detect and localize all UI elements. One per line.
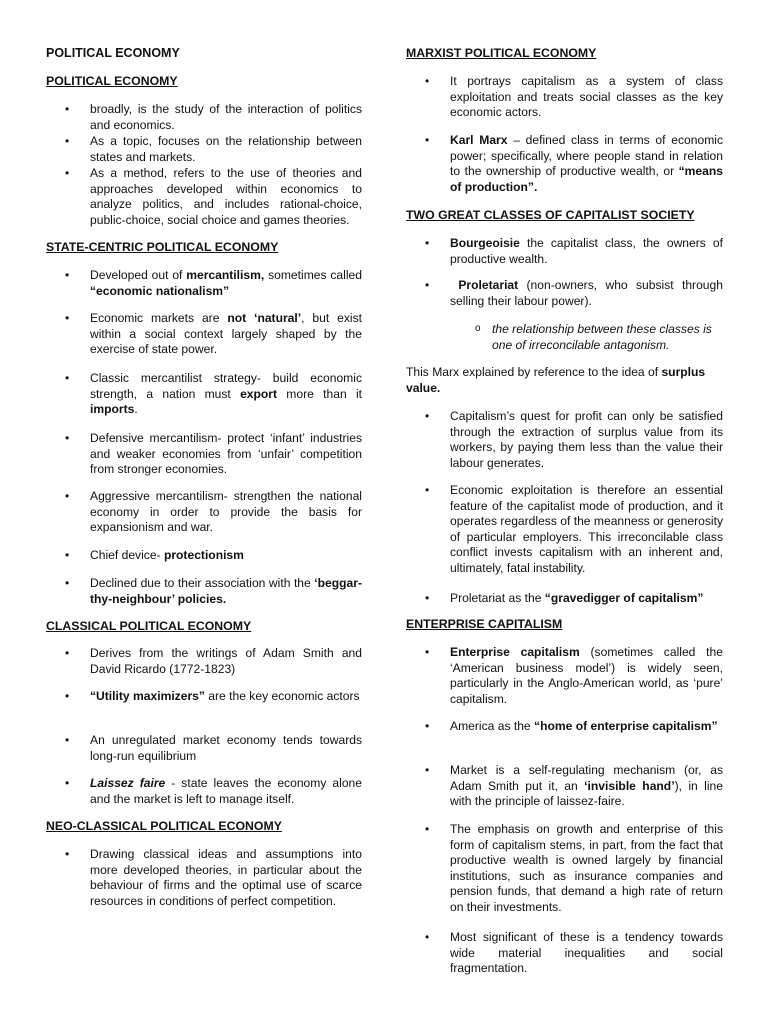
- sub-bullet-item: o the relationship between these classes is one of irreconcilable antagonism.: [492, 322, 723, 353]
- bullet-item: • Defensive mercantilism- protect ‘infant’ industries and weaker economies from ‘unfair’ competition from stronger economies.: [90, 431, 362, 478]
- bullet-item: • Aggressive mercantilism- strengthen the national economy in order to provide the basis for expansionism and war.: [90, 489, 362, 536]
- bullet-item: • Enterprise capitalism (sometimes called the ‘American business model’) is widely seen, particularly in the Anglo-American world, as ‘pure’ capitalism.: [450, 645, 723, 707]
- bullet-item: • Capitalism’s quest for profit can only be satisfied through the extraction of surplus value from its workers, by paying them less than the value their labour generates.: [450, 409, 723, 471]
- section-heading-neo-classical: NEO-CLASSICAL POLITICAL ECONOMY: [46, 819, 282, 833]
- bullet-item: • Proletariat as the “gravedigger of capitalism”: [450, 591, 723, 607]
- paragraph: This Marx explained by reference to the idea of surplus value.: [406, 365, 706, 395]
- section-heading-marxist: MARXIST POLITICAL ECONOMY: [406, 46, 597, 60]
- section-heading-two-classes: TWO GREAT CLASSES OF CAPITALIST SOCIETY: [406, 208, 695, 222]
- bullet-item: • It portrays capitalism as a system of class exploitation and treats social classes as the key economic actors.: [450, 74, 723, 121]
- bullet-item: • As a method, refers to the use of theories and approaches developed within economics to analyze politics, and includes rational-choice, public-choice, social choice and games theories.: [90, 166, 362, 228]
- bullet-item: • Proletariat (non-owners, who subsist through selling their labour power).: [450, 278, 723, 309]
- bullet-item: • Bourgeoisie the capitalist class, the owners of productive wealth.: [450, 236, 723, 267]
- bullet-item: • Drawing classical ideas and assumptions into more developed theories, in particular about the behaviour of firms and the optimal use of scarce resources in conditions of perfect competition.: [90, 847, 362, 909]
- bullet-item: • Most significant of these is a tendency towards wide material inequalities and social fragmentation.: [450, 930, 723, 977]
- section-heading-political-economy: POLITICAL ECONOMY: [46, 74, 178, 88]
- bullet-item: • An unregulated market economy tends towards long-run equilibrium: [90, 733, 362, 764]
- section-heading-classical: CLASSICAL POLITICAL ECONOMY: [46, 619, 252, 633]
- bullet-item: • Market is a self-regulating mechanism (or, as Adam Smith put it, an ‘invisible hand’), in line with the principle of laissez-faire.: [450, 763, 723, 810]
- bullet-item: • Classic mercantilist strategy- build economic strength, a nation must export more than it imports.: [90, 371, 362, 418]
- bullet-item: • Economic markets are not ‘natural’, but exist within a social context largely shaped by the exercise of state power.: [90, 311, 362, 358]
- section-heading-enterprise: ENTERPRISE CAPITALISM: [406, 617, 563, 631]
- bullet-item: • “Utility maximizers” are the key economic actors: [90, 689, 362, 705]
- bullet-item: • The emphasis on growth and enterprise of this form of capitalism stems, in part, from the fact that productive wealth is owned largely by financial institutions, such as insurance companies and pension funds, that demand a high rate of return on their investments.: [450, 822, 723, 916]
- bullet-item: • Karl Marx – defined class in terms of economic power; specifically, where people stand in relation to the ownership of productive wealth, or “means of production”.: [450, 133, 723, 195]
- bullet-item: • Derives from the writings of Adam Smith and David Ricardo (1772-1823): [90, 646, 362, 677]
- bullet-item: • Chief device- protectionism: [90, 548, 362, 564]
- bullet-item: • Laissez faire - state leaves the economy alone and the market is left to manage itself.: [90, 776, 362, 807]
- document-title: POLITICAL ECONOMY: [46, 46, 180, 60]
- bullet-item: • Developed out of mercantilism, sometimes called “economic nationalism”: [90, 268, 362, 299]
- bullet-item: • America as the “home of enterprise capitalism”: [450, 719, 723, 735]
- bullet-item: • Economic exploitation is therefore an essential feature of the capitalist mode of production, and it operates regardless of the meanness or generosity of particular employers. This irreconcilable class conflict invests capitalism with an inherent and, ultimately, fatal instability.: [450, 483, 723, 577]
- section-heading-state-centric: STATE-CENTRIC POLITICAL ECONOMY: [46, 240, 279, 254]
- bullet-item: • Declined due to their association with the ‘beggar-thy-neighbour’ policies.: [90, 576, 362, 607]
- bullet-item: • broadly, is the study of the interaction of politics and economics.: [90, 102, 362, 133]
- bullet-item: • As a topic, focuses on the relationship between states and markets.: [90, 134, 362, 165]
